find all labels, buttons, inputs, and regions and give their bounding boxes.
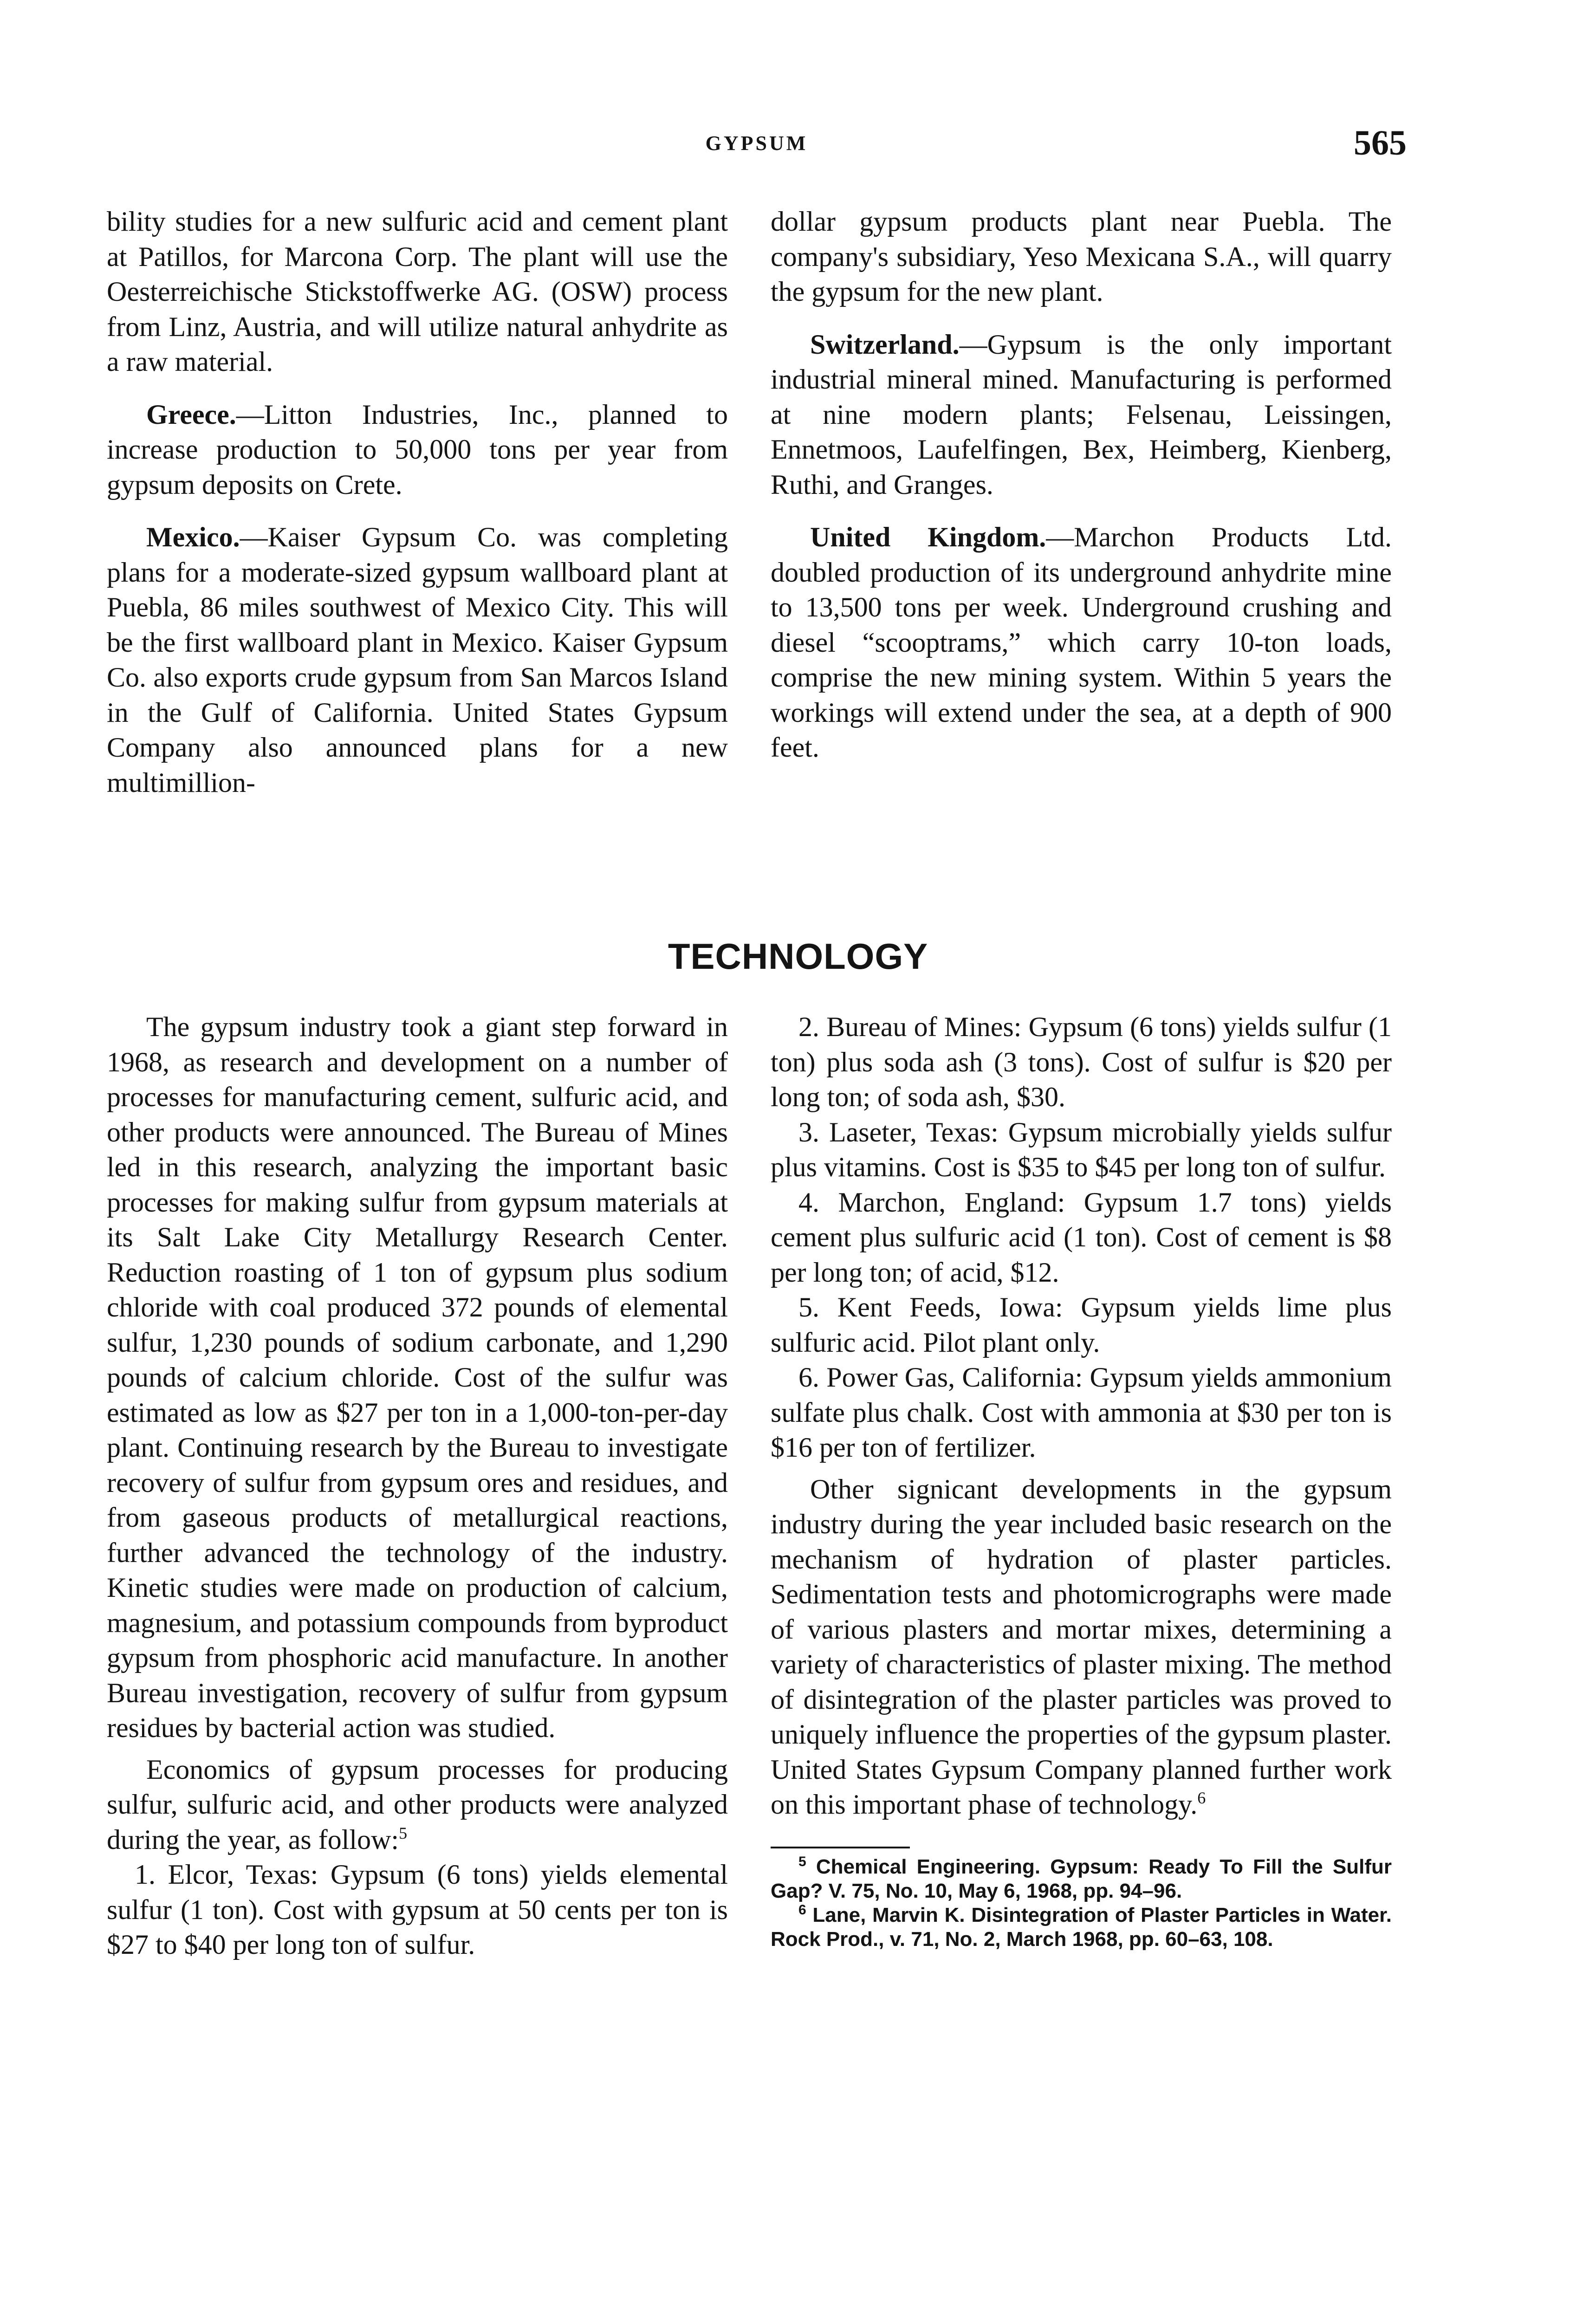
technology-right-column (771, 1010, 1392, 1951)
footnote-number: 5 (798, 1854, 806, 1869)
continued-paragraph: bility studies for a new sulfuric acid and cement plant at Patillos, for Marcona Corp. The plant will use the Oesterreichische Stickstoffwerke AG. (OSW) process from Linz, Austria, and will utilize natural anhydrite as a raw material. (107, 206, 728, 377)
running-title: GYPSUM (705, 132, 808, 155)
switzerland-heading: Switzerland. (810, 329, 960, 360)
process-item: 4. Marchon, England: Gypsum 1.7 tons) yields cement plus sulfuric acid (1 ton). Cost of cement is $8 per long ton; of acid, $12. (771, 1186, 1392, 1288)
footnote-5 (771, 1855, 1392, 1903)
mexico-paragraph (107, 520, 728, 800)
process-item: 2. Bureau of Mines: Gypsum (6 tons) yields sulfur (1 ton) plus soda ash (3 tons). Cost of sulfur is $20 per long ton; of soda ash, $30. (771, 1011, 1392, 1112)
other-developments-paragraph (771, 1472, 1392, 1822)
footnote-ref-5: 5 (399, 1823, 408, 1842)
economics-text: Economics of gypsum processes for producing sulfur, sulfuric acid, and other products were analyzed during the year, as follow: (107, 1754, 728, 1855)
footnote-text: Lane, Marvin K. Disintegration of Plaster Particles in Water. Rock Prod., v. 71, No. 2, March 1968, pp. 60–63, 108. (771, 1903, 1392, 1951)
united-kingdom-heading: United Kingdom. (810, 522, 1046, 552)
footnote-divider (771, 1847, 910, 1848)
mexico-text: —Kaiser Gypsum Co. was completing plans for a moderate-sized gypsum wallboard plant at Puebla, 86 miles southwest of Mexico City. This will be the first wallboard plant in Mexico. Kaiser Gypsum Co. also exports crude gypsum from San Marcos Island in the Gulf of California. United States Gypsum Company also announced plans for a new multimillion- (107, 522, 728, 798)
top-right-column (771, 204, 1392, 765)
other-developments-text: Other signicant developments in the gypsum industry during the year included basic research on the mechanism of hydration of plaster particles. Sedimentation tests and photomicrographs were made of various plasters and mortar mixes, determining a variety of characteristics of plaster mixing. The method of disintegration of the plaster particles was proved to uniquely influence the properties of the gypsum plaster. United States Gypsum Company planned further work on this important phase of technology. (771, 1473, 1392, 1820)
page-header (107, 123, 1407, 174)
technology-left-column (107, 1010, 728, 1963)
economics-paragraph (107, 1752, 728, 1858)
process-item: 3. Laseter, Texas: Gypsum microbially yields sulfur plus vitamins. Cost is $35 to $45 per long ton of sulfur. (771, 1116, 1392, 1182)
process-item: 6. Power Gas, California: Gypsum yields ammonium sulfate plus chalk. Cost with ammonia at $30 per ton is $16 per ton of fertilizer. (771, 1362, 1392, 1463)
footnote-ref-6: 6 (1197, 1789, 1206, 1807)
technology-intro-paragraph: The gypsum industry took a giant step forward in 1968, as research and development on a number of processes for manufacturing cement, sulfuric acid, and other products were announced. The Bureau of Mines led in this research, analyzing the important basic processes for making sulfur from gypsum materials at its Salt Lake City Metallurgy Research Center. Reduction roasting of 1 ton of gypsum plus sodium chloride with coal produced 372 pounds of elemental sulfur, 1,230 pounds of sodium carbonate, and 1,290 pounds of calcium chloride. Cost of the sulfur was estimated as low as $27 per ton in a 1,000-ton-per-day plant. Continuing research by the Bureau to investigate recovery of sulfur from gypsum ores and residues, and from gaseous products of metallurgical reactions, further advanced the technology of the industry. Kinetic studies were made on production of calcium, magnesium, and potassium compounds from byproduct gypsum from phosphoric acid manufacture. In another Bureau investigation, recovery of sulfur from gypsum residues by bacterial action was studied. (107, 1011, 728, 1743)
greece-text: —Litton Industries, Inc., planned to increase production to 50,000 tons per year from gypsum deposits on Crete. (107, 399, 728, 500)
united-kingdom-paragraph (771, 520, 1392, 765)
mexico-heading: Mexico. (146, 522, 240, 552)
footnote-6 (771, 1903, 1392, 1951)
process-item: 5. Kent Feeds, Iowa: Gypsum yields lime plus sulfuric acid. Pilot plant only. (771, 1292, 1392, 1358)
process-item: 1. Elcor, Texas: Gypsum (6 tons) yields elemental sulfur (1 ton). Cost with gypsum at 50 cents per ton is $27 to $40 per long ton of sulfur. (107, 1859, 728, 1960)
united-kingdom-text: —Marchon Products Ltd. doubled production of its underground anhydrite mine to 13,500 tons per week. Underground crushing and diesel “scooptrams,” which carry 10-ton loads, comprise the new mining system. Within 5 years the workings will extend under the sea, at a depth of 900 feet. (771, 522, 1392, 763)
footnote-text: Chemical Engineering. Gypsum: Ready To Fill the Sulfur Gap? V. 75, No. 10, May 6, 1968, pp. 94–96. (771, 1855, 1392, 1902)
switzerland-text: —Gypsum is the only important industrial mineral mined. Manufacturing is performed at nine modern plants; Felsenau, Leissingen, Ennetmoos, Laufelfingen, Bex, Heimberg, Kienberg, Ruthi, and Granges. (771, 329, 1392, 500)
footnote-number: 6 (798, 1902, 806, 1918)
top-left-column (107, 204, 728, 800)
continued-paragraph: dollar gypsum products plant near Puebla. The company's subsidiary, Yeso Mexicana S.A., will quarry the gypsum for the new plant. (771, 206, 1392, 307)
greece-paragraph (107, 397, 728, 503)
page-number: 565 (1354, 123, 1407, 162)
switzerland-paragraph (771, 327, 1392, 503)
greece-heading: Greece. (146, 399, 236, 430)
technology-heading: TECHNOLOGY (668, 936, 928, 977)
